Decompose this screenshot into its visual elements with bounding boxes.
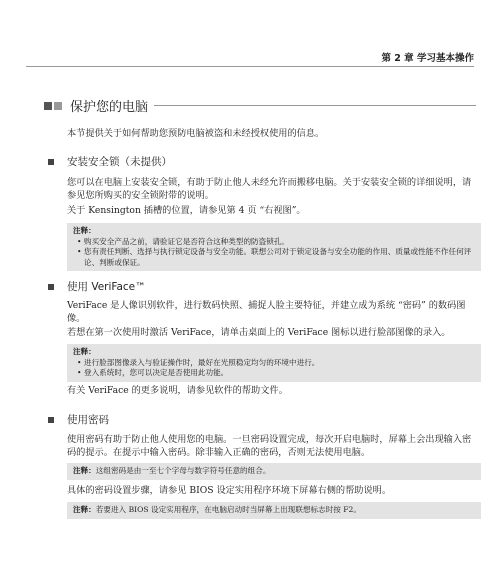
subsection-password <box>48 412 109 427</box>
note-label: 注释： <box>73 226 96 235</box>
paragraph: 具体的密码设置步骤，请参见 BIOS 设定实用程序环境下屏幕右侧的帮助说明。 <box>67 485 392 496</box>
note-box <box>67 344 481 382</box>
paragraph: 有关 VeriFace 的更多说明，请参见软件的帮助文件。 <box>67 385 288 396</box>
paragraph: 使用密码有助于防止他人使用您的电脑。一旦密码设置完成，每次开启电脑时，屏幕上会出现输入密码的提示。在提示中输入密码。除非输入正确的密码，否则无法使用电脑。 <box>67 434 472 458</box>
section-title-rule <box>154 105 476 106</box>
note-item: • 进行脸部图像录入与验证操作时，最好在光照稳定均匀的环境中进行。 <box>77 358 475 369</box>
section-marker-icon <box>44 102 52 110</box>
note-box <box>67 223 481 271</box>
paragraph: 若想在第一次使用时激活 VeriFace，请单击桌面上的 VeriFace 图标以进行脸部图像的录入。 <box>67 327 451 338</box>
note-item: • 购买安全产品之前，请验证它是否符合这种类型的防盗锁孔。 <box>77 237 475 248</box>
subsection-title: 使用密码 <box>67 414 109 426</box>
subsection-veriface <box>48 279 146 294</box>
note-item: • 登入系统时，您可以决定是否使用此功能。 <box>77 368 475 379</box>
note-text: 若要进入 BIOS 设定实用程序，在电脑启动时当屏幕上出现联想标志时按 F2。 <box>95 505 361 514</box>
paragraph: VeriFace 是人像识别软件，进行数码快照、捕捉人脸主要特征，并建立成为系统 “密码” 的数码图像。 <box>67 300 466 324</box>
section-intro: 本节提供关于如何帮助您预防电脑被盗和未经授权使用的信息。 <box>67 128 325 139</box>
subsection-lock <box>48 154 172 169</box>
note-box <box>67 502 481 519</box>
subsection-bullet-icon <box>48 417 54 423</box>
note-box <box>67 463 481 480</box>
section-marker-icon <box>54 102 62 110</box>
section-title <box>44 96 476 115</box>
chapter-header: 第 2 章 学习基本操作 <box>381 53 474 64</box>
section-title-text: 保护您的电脑 <box>70 100 149 115</box>
note-label: 注释： <box>73 466 96 475</box>
note-text: 这组密码是由一至七个字母与数字符号任意的组合。 <box>95 466 271 475</box>
subsection-title: 安装安全锁（未提供） <box>67 156 172 168</box>
subsection-bullet-icon <box>48 159 54 165</box>
subsection-title: 使用 VeriFace™ <box>67 281 146 293</box>
note-item: • 您有责任判断、选择与执行锁定设备与安全功能。联想公司对于锁定设备与安全功能的作用、质量或性能不作任何评论、判断或保证。 <box>77 247 475 268</box>
paragraph: 您可以在电脑上安装安全锁，有助于防止他人未经允许而搬移电脑。关于安装安全锁的详细说明，请参见您所购买的安全锁附带的说明。 <box>67 177 472 201</box>
header-rule <box>26 66 474 67</box>
note-label: 注释： <box>73 347 96 356</box>
paragraph: 关于 Kensington 插槽的位置，请参见第 4 页 “右视图”。 <box>67 205 306 216</box>
note-label: 注释： <box>73 505 96 514</box>
subsection-bullet-icon <box>48 284 54 290</box>
